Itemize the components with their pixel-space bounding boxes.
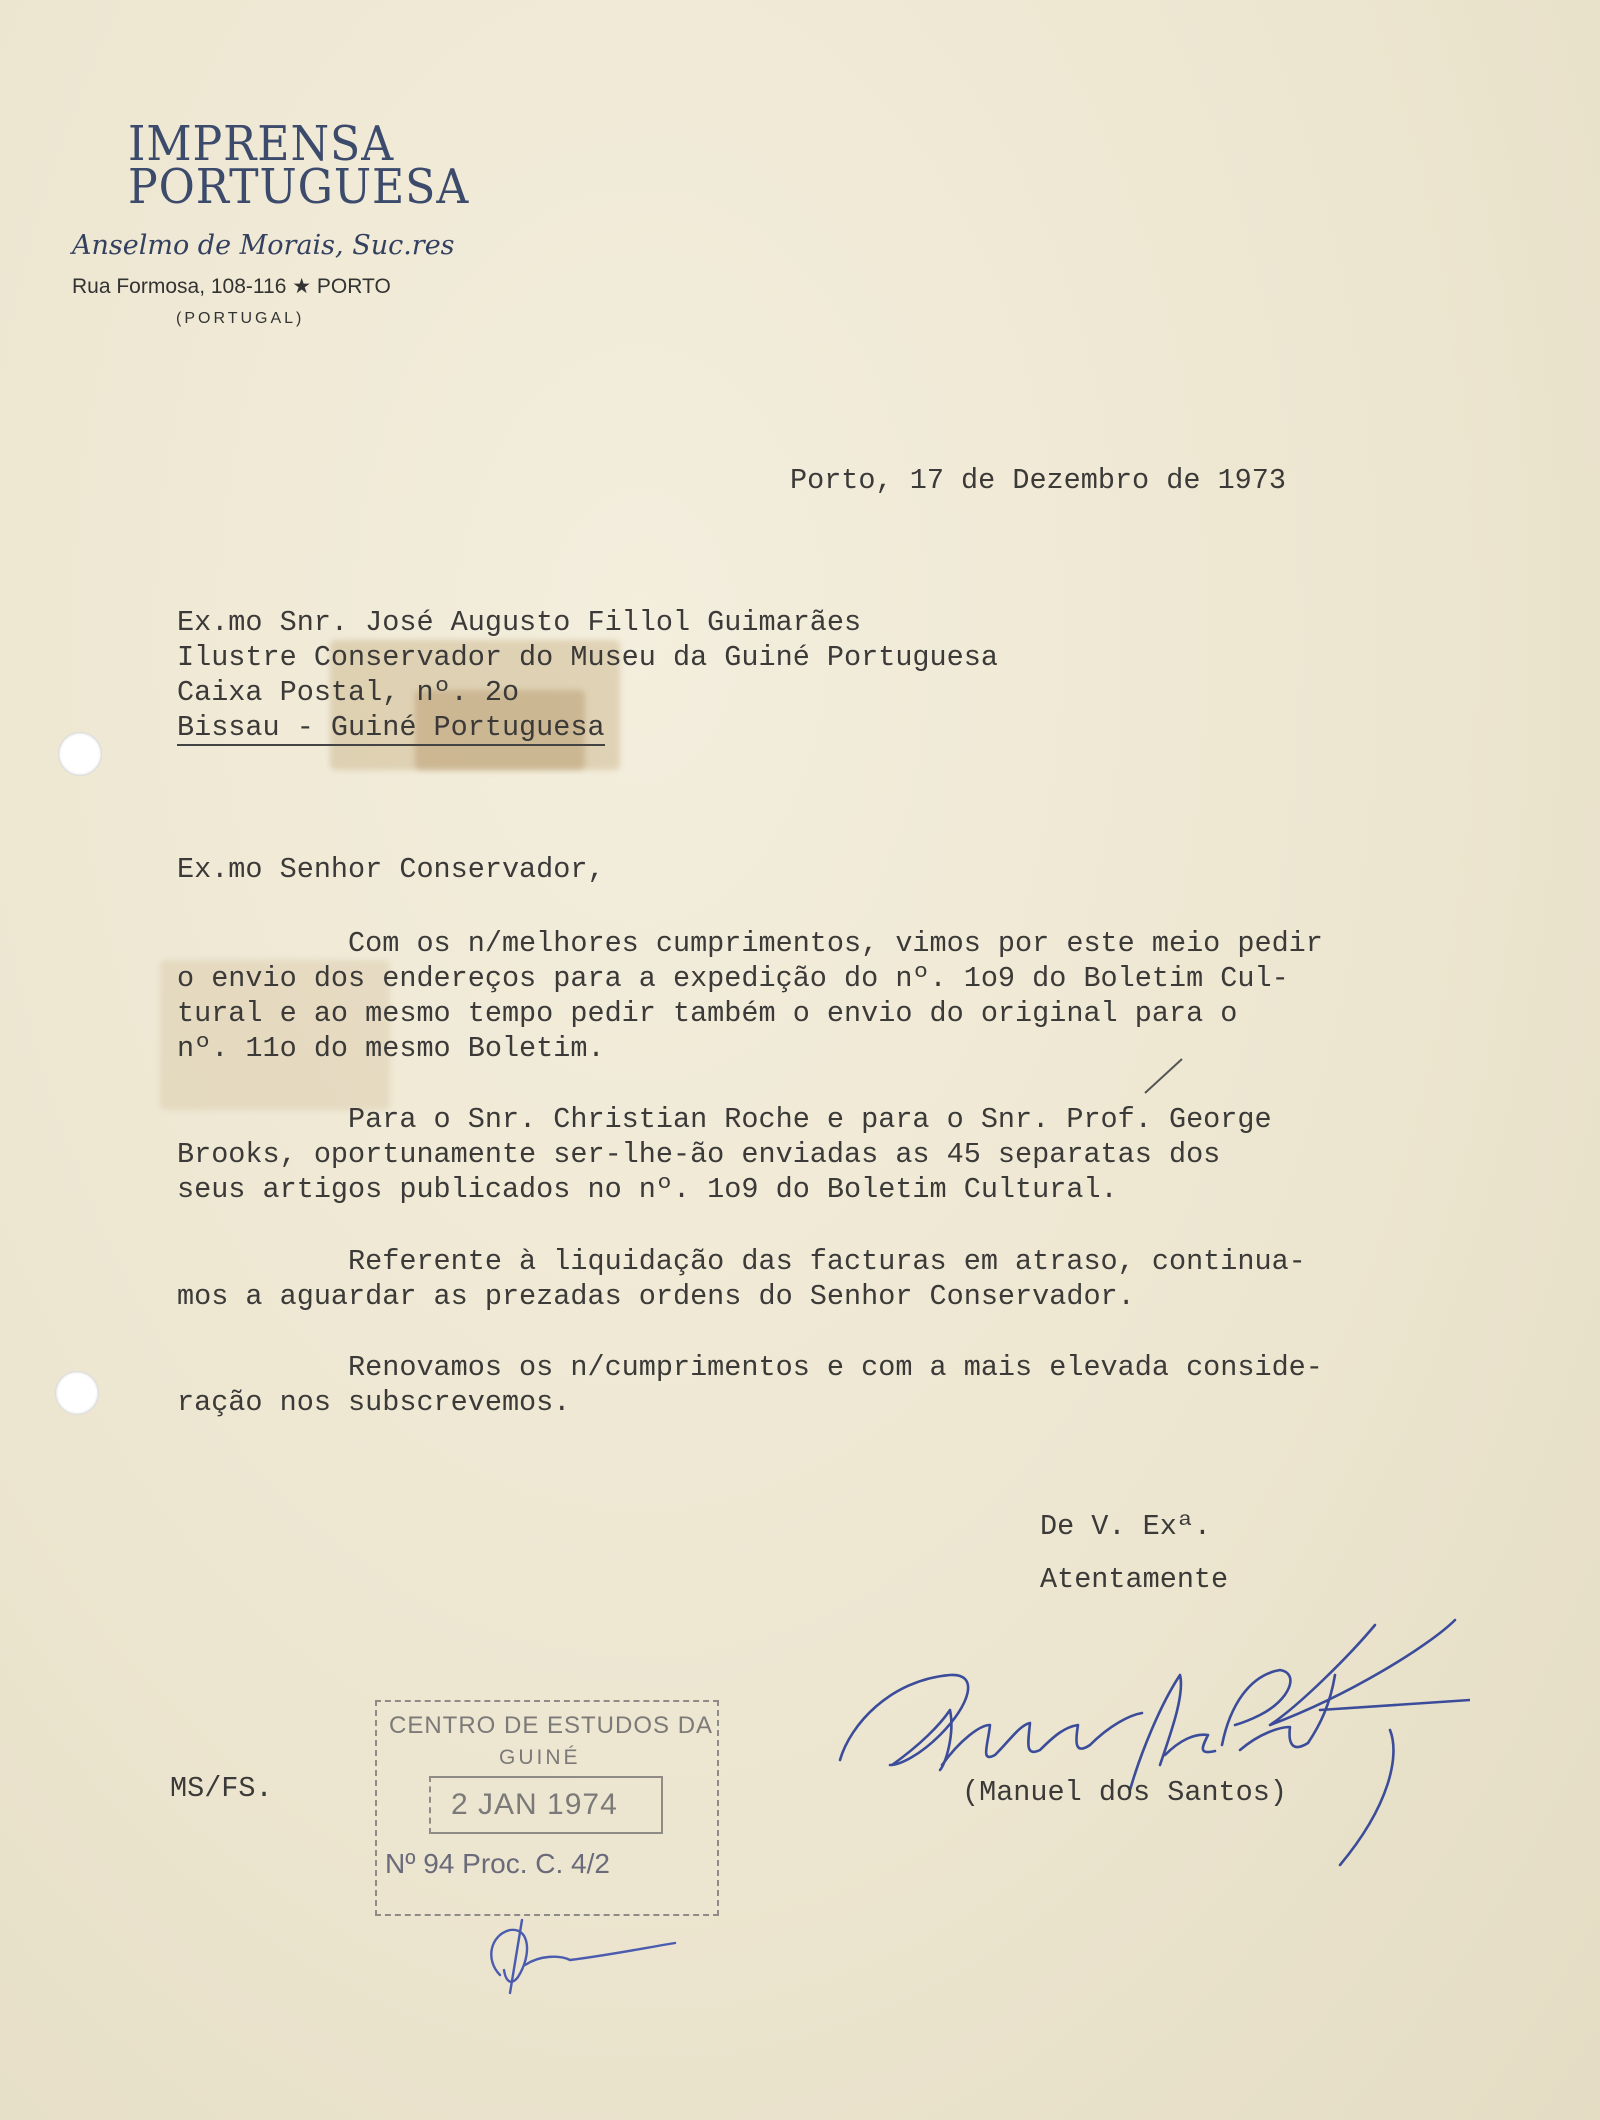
signature-image: [830, 1615, 1470, 1875]
letterhead-line2: PORTUGUESA: [128, 159, 470, 215]
signatory-name: (Manuel dos Santos): [962, 1776, 1287, 1809]
stamp-date-box: [429, 1776, 663, 1834]
closing-line1: De V. Exª.: [1040, 1510, 1212, 1543]
paragraph-line: seus artigos publicados no nº. 1o9 do Boletim Cultural.: [177, 1173, 1118, 1206]
handwritten-initials-image: [470, 1915, 690, 1995]
punch-hole: [58, 732, 102, 776]
paragraph-line: nº. 11o do mesmo Boletim.: [177, 1032, 605, 1065]
recipient-line4: Bissau - Guiné Portuguesa: [177, 711, 605, 744]
date-line: Porto, 17 de Dezembro de 1973: [790, 464, 1286, 497]
punch-hole: [55, 1371, 99, 1415]
recipient-line1: Ex.mo Snr. José Augusto Fillol Guimarães: [177, 606, 862, 639]
stamp-line2: GUINÉ: [499, 1746, 581, 1769]
salutation: Ex.mo Senhor Conservador,: [177, 853, 605, 886]
paragraph-line: ração nos subscrevemos.: [177, 1386, 571, 1419]
paragraph-line: Com os n/melhores cumprimentos, vimos por este meio pedir: [177, 927, 1323, 960]
stamp-line1: CENTRO DE ESTUDOS DA: [389, 1712, 714, 1739]
paragraph-line: Brooks, oportunamente ser-lhe-ão enviadas as 45 separatas dos: [177, 1138, 1221, 1171]
paragraph-line: mos a aguardar as prezadas ordens do Senhor Conservador.: [177, 1280, 1135, 1313]
recipient-line2: Ilustre Conservador do Museu da Guiné Portuguesa: [177, 641, 998, 674]
recipient-line3: Caixa Postal, nº. 2o: [177, 676, 520, 709]
paragraph-line: tural e ao mesmo tempo pedir também o envio do original para o: [177, 997, 1238, 1030]
typist-initials: MS/FS.: [170, 1772, 273, 1805]
letterhead-address: Rua Formosa, 108-116 ★ PORTO: [72, 275, 391, 298]
paragraph-3: [177, 1244, 1306, 1314]
paragraph-2: [177, 1102, 1272, 1207]
closing-line2: Atentamente: [1040, 1563, 1229, 1596]
pencil-mark-icon: [1140, 1055, 1190, 1095]
paragraph-4: [177, 1350, 1323, 1420]
letterhead-line1: IMPRENSA: [128, 116, 395, 172]
letterhead-proprietor: Anselmo de Morais, Suc.res: [72, 230, 455, 261]
received-stamp: [375, 1700, 719, 1916]
paragraph-line: Referente à liquidação das facturas em atraso, continua-: [177, 1245, 1306, 1278]
letterhead-country: (PORTUGAL): [176, 310, 305, 327]
stamp-date: 2 JAN 1974: [451, 1788, 618, 1821]
paragraph-1: [177, 926, 1323, 1066]
stamp-number: Nº 94 Proc. C. 4/2: [385, 1848, 610, 1879]
paragraph-line: o envio dos endereços para a expedição do nº. 1o9 do Boletim Cul-: [177, 962, 1289, 995]
paragraph-line: Renovamos os n/cumprimentos e com a mais elevada conside-: [177, 1351, 1323, 1384]
paragraph-line: Para o Snr. Christian Roche e para o Snr. Prof. George: [177, 1103, 1272, 1136]
